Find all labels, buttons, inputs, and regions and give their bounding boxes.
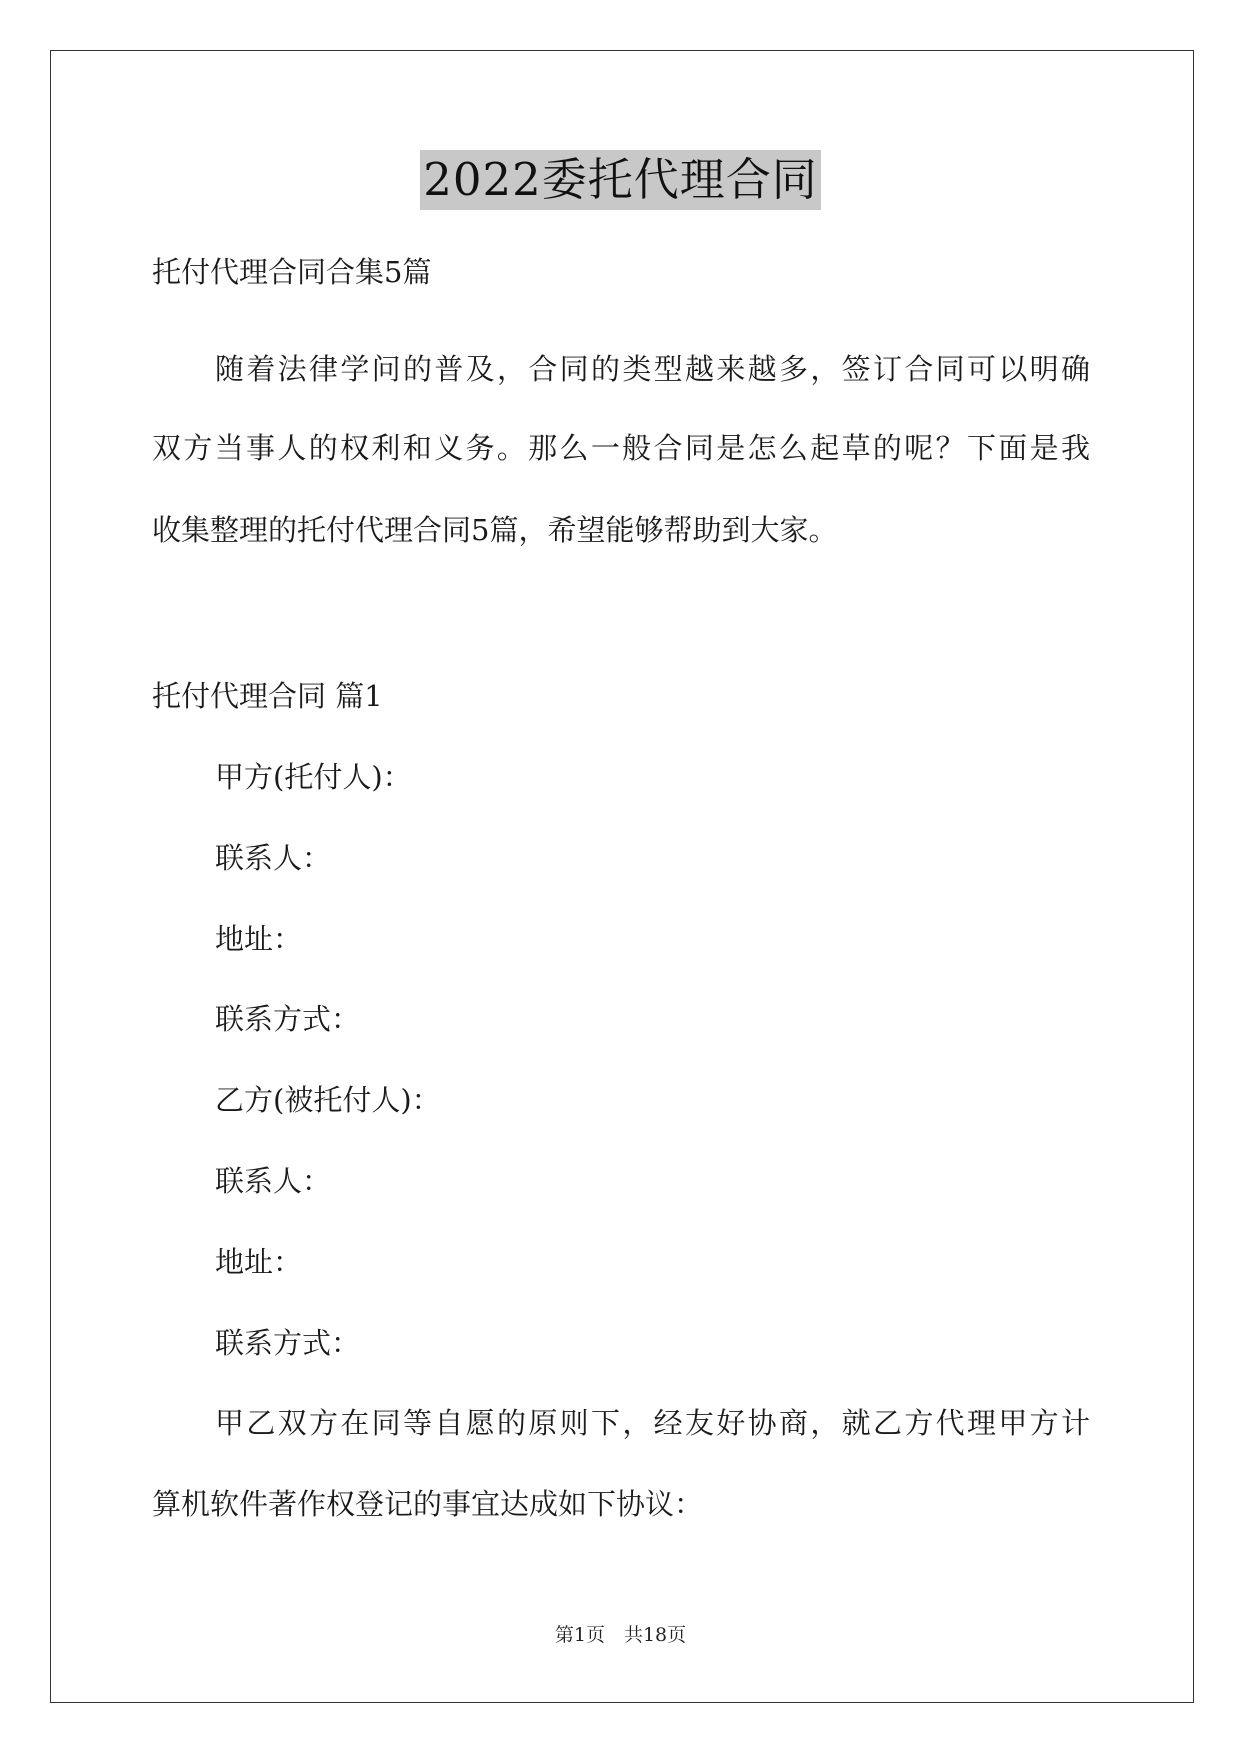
party-a-contact: 联系人： — [215, 841, 332, 875]
party-b-address: 地址： — [215, 1245, 303, 1279]
agreement-line-2: 算机软件著作权登记的事宜达成如下协议： — [152, 1487, 704, 1521]
party-a-label: 甲方(托付人)： — [215, 760, 412, 794]
party-b-phone: 联系方式： — [215, 1326, 361, 1360]
party-a-phone: 联系方式： — [215, 1002, 361, 1036]
intro-line-2: 双方当事人的权利和义务。那么一般合同是怎么起草的呢？下面是我 — [152, 431, 1090, 465]
document-title: 2022委托代理合同 — [420, 150, 821, 210]
agreement-line-1: 甲乙双方在同等自愿的原则下，经友好协商，就乙方代理甲方计 — [215, 1406, 1090, 1440]
party-b-contact: 联系人： — [215, 1164, 332, 1198]
intro-line-1: 随着法律学问的普及，合同的类型越来越多，签订合同可以明确 — [215, 352, 1090, 386]
document-subtitle: 托付代理合同合集5篇 — [152, 255, 432, 289]
page-number: 第1页 共18页 — [554, 1624, 687, 1646]
intro-line-3: 收集整理的托付代理合同5篇，希望能够帮助到大家。 — [152, 513, 838, 547]
party-a-address: 地址： — [215, 922, 303, 956]
section-heading: 托付代理合同 篇1 — [152, 679, 383, 713]
party-b-label: 乙方(被托付人)： — [215, 1083, 441, 1117]
title-container — [0, 150, 1241, 210]
